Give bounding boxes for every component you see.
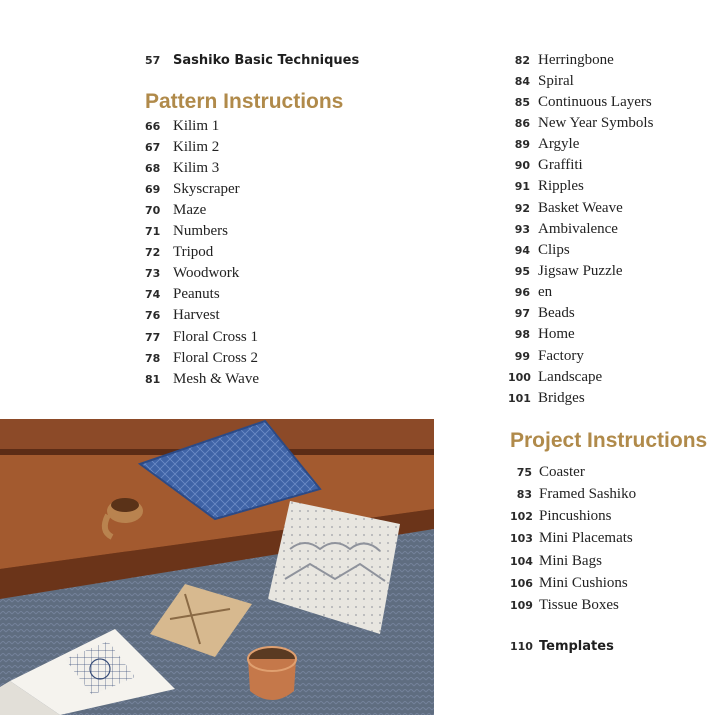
toc-entry-basic-techniques[interactable] [145, 51, 359, 69]
entry-title: Bridges [538, 389, 585, 406]
page-number: 109 [510, 599, 533, 613]
entry-title: Factory [538, 347, 584, 364]
entry-title: Floral Cross 1 [173, 328, 259, 345]
toc-entry[interactable] [508, 51, 614, 69]
toc-entry[interactable] [508, 178, 584, 196]
page-number: 106 [510, 577, 533, 590]
page-number: 71 [145, 225, 161, 238]
entry-title: Tripod [173, 244, 214, 261]
toc-entry[interactable] [508, 93, 652, 111]
toc-entry[interactable] [508, 241, 570, 259]
entry-title: Peanuts [173, 286, 220, 303]
toc-entry[interactable] [145, 349, 258, 367]
toc-entry[interactable] [145, 265, 239, 283]
page-number: 82 [514, 53, 530, 67]
entry-title: Kilim 1 [173, 117, 220, 134]
entry-title: Kilim 2 [173, 138, 220, 155]
toc-entry[interactable] [510, 508, 612, 526]
page-number: 57 [145, 53, 161, 67]
page-number: 91 [514, 180, 530, 194]
page-number: 97 [514, 307, 530, 321]
page-number: 95 [514, 265, 530, 278]
page-number: 69 [145, 182, 161, 196]
entry-title: Kilim 3 [173, 159, 220, 176]
page-number: 90 [514, 159, 530, 173]
entry-title: en [538, 284, 553, 301]
toc-entry[interactable] [145, 307, 220, 325]
toc-entry[interactable] [508, 389, 585, 407]
toc-entry[interactable] [508, 263, 623, 281]
entry-title: Graffiti [538, 157, 583, 174]
entry-title: Home [538, 326, 575, 343]
page-number: 110 [510, 639, 533, 653]
project-instructions-heading: Project Instructions [510, 429, 708, 452]
sashiko-cushions-photo [0, 419, 434, 715]
toc-entry[interactable] [508, 305, 575, 323]
toc-entry[interactable] [510, 575, 628, 593]
entry-title: Mini Placemats [539, 530, 633, 547]
toc-entry[interactable] [508, 114, 653, 132]
pattern-instructions-heading: Pattern Instructions [145, 90, 344, 113]
page-number: 100 [508, 370, 531, 384]
toc-entry[interactable] [145, 117, 219, 135]
page-number: 101 [508, 391, 531, 405]
page-number: 93 [514, 222, 530, 236]
page-number: 92 [514, 201, 530, 215]
toc-entry[interactable] [145, 180, 240, 198]
page-number: 84 [514, 74, 530, 88]
entry-title: Continuous Layers [538, 93, 652, 110]
entry-title: New Year Symbols [538, 114, 654, 131]
page-number: 83 [516, 487, 532, 501]
page-number: 85 [514, 95, 530, 109]
entry-title: Tissue Boxes [539, 597, 619, 614]
entry-title: Landscape [538, 368, 603, 385]
entry-title: Sashiko Basic Techniques [173, 52, 360, 68]
entry-title: Herringbone [538, 51, 614, 68]
entry-title: Maze [173, 201, 207, 218]
page-number: 76 [145, 309, 161, 323]
entry-title: Framed Sashiko [539, 485, 637, 502]
toc-entry[interactable] [508, 136, 579, 154]
page-number: 72 [145, 246, 161, 260]
page-number: 67 [145, 140, 161, 154]
page-number: 81 [145, 372, 161, 386]
toc-entry[interactable] [145, 223, 228, 241]
page-number: 98 [514, 328, 530, 342]
entry-title: Beads [538, 305, 575, 322]
page-number: 74 [145, 288, 161, 302]
entry-title: Mini Bags [539, 552, 602, 569]
page-number: 73 [145, 267, 161, 281]
page-number: 103 [510, 532, 533, 546]
entry-title: Pincushions [539, 508, 612, 525]
page-number: 102 [510, 510, 533, 524]
page-number: 68 [145, 161, 161, 175]
entry-title: Jigsaw Puzzle [538, 263, 623, 279]
page-number: 75 [516, 465, 532, 479]
page-number: 77 [145, 330, 161, 344]
toc-entry[interactable] [145, 370, 259, 388]
entry-title: Clips [538, 241, 570, 258]
toc-entry[interactable] [510, 463, 585, 481]
toc-entry[interactable] [510, 552, 602, 570]
toc-entry[interactable] [508, 326, 575, 344]
toc-entry[interactable] [145, 328, 258, 346]
entry-title: Woodwork [173, 265, 240, 282]
toc-entry[interactable] [145, 286, 220, 304]
entry-title: Ambivalence [538, 220, 618, 237]
page-number: 96 [514, 286, 530, 300]
entry-title: Mini Cushions [539, 575, 628, 591]
page-number: 78 [145, 351, 161, 365]
toc-entry[interactable] [145, 244, 213, 262]
page-number: 89 [514, 138, 530, 152]
toc-entry[interactable] [510, 597, 619, 615]
entry-title: Ripples [538, 178, 584, 195]
toc-entry[interactable] [145, 159, 219, 177]
toc-entry[interactable] [508, 347, 584, 365]
toc-entry[interactable] [145, 138, 219, 156]
entry-title: Skyscraper [173, 180, 240, 197]
entry-title: Templates [539, 638, 614, 654]
page-number: 66 [145, 119, 161, 133]
entry-title: Floral Cross 2 [173, 349, 259, 366]
entry-title: Coaster [539, 463, 585, 480]
toc-entry[interactable] [508, 284, 552, 302]
entry-title: Numbers [173, 223, 228, 239]
toc-entry[interactable] [510, 530, 633, 548]
toc-entry[interactable] [510, 485, 636, 503]
toc-entry[interactable] [508, 199, 623, 217]
toc-entry[interactable] [145, 201, 206, 219]
toc-entry[interactable] [508, 220, 618, 238]
entry-title: Basket Weave [538, 199, 623, 216]
toc-entry[interactable] [508, 368, 602, 386]
page-number: 86 [514, 116, 530, 130]
toc-entry[interactable] [508, 72, 574, 90]
page-number: 99 [514, 349, 530, 363]
page-number: 104 [510, 554, 533, 568]
entry-title: Mesh & Wave [173, 370, 260, 387]
page-number: 94 [514, 243, 530, 257]
page-number: 70 [145, 203, 161, 217]
entry-title: Spiral [538, 72, 574, 89]
entry-title: Harvest [173, 307, 220, 324]
entry-title: Argyle [538, 136, 580, 153]
toc-entry[interactable] [508, 157, 583, 175]
toc-entry-templates[interactable] [510, 637, 614, 655]
